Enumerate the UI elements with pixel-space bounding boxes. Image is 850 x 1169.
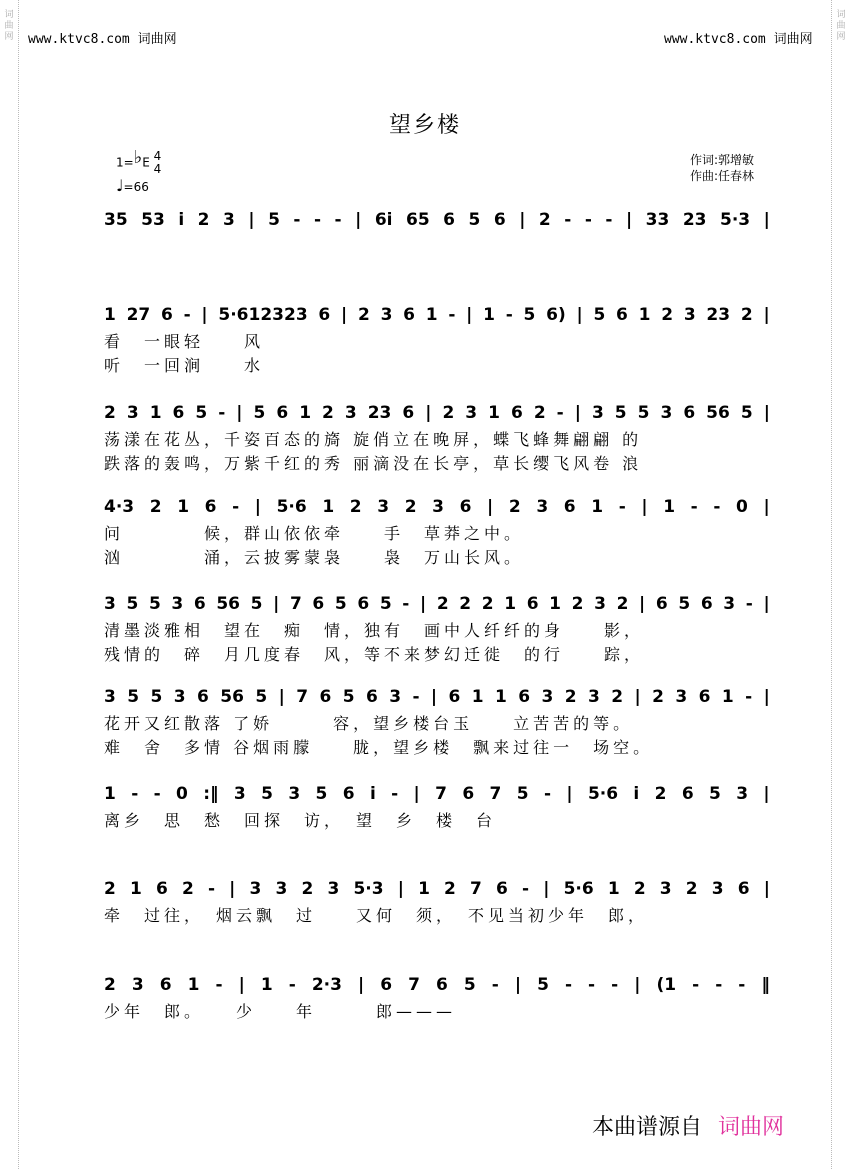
note: -: [543, 784, 551, 804]
note: -: [692, 975, 700, 995]
note: 1: [471, 687, 484, 707]
note: 5: [148, 594, 161, 614]
notation-text: [104, 589, 770, 619]
note: 6: [698, 687, 711, 707]
note: 5: [516, 784, 529, 804]
note: -: [564, 975, 572, 995]
note: 2: [740, 305, 753, 325]
lyric-line: 问 候，群山依依牵 手 草莽之中。: [104, 524, 525, 543]
note: 4·3: [104, 497, 135, 517]
barline: |: [574, 403, 581, 423]
credits: [690, 152, 754, 184]
barline: |: [487, 497, 494, 517]
note: 5·6: [587, 784, 619, 804]
note: 5·6: [276, 497, 307, 517]
note: 27: [126, 305, 151, 325]
note: 6: [402, 403, 415, 423]
note: -: [207, 879, 215, 899]
note: 6: [155, 879, 168, 899]
note: 6: [459, 497, 472, 517]
note: 3: [275, 879, 288, 899]
note: -: [412, 687, 420, 707]
note: 6: [655, 594, 668, 614]
key-signature: 1=♭E 4 4: [116, 146, 162, 176]
note: 1: [260, 975, 273, 995]
note: 7: [470, 879, 482, 899]
note: -: [153, 784, 161, 804]
note: 1: [104, 305, 116, 325]
barline: |: [201, 305, 208, 325]
note: 3: [126, 403, 139, 423]
note: 3: [465, 403, 478, 423]
barline: |: [763, 687, 770, 707]
note: 5: [150, 687, 163, 707]
note: 5: [678, 594, 691, 614]
note: 23: [682, 210, 707, 230]
note: 6: [563, 497, 576, 517]
note: 2: [616, 594, 629, 614]
brand-name: 词曲网: [718, 1115, 785, 1140]
note: 1: [638, 305, 651, 325]
note: 3: [588, 687, 600, 707]
note: 6: [496, 879, 508, 899]
note: 5: [593, 305, 606, 325]
notation-text: [104, 205, 770, 235]
note: 1: [187, 975, 200, 995]
note: 3: [223, 210, 235, 230]
note: 6: [737, 879, 750, 899]
lyric-line: 汹 涌，云披雾蒙袅 袅 万山长风。: [104, 548, 525, 567]
barline: |: [763, 594, 770, 614]
lyric-line: 荡漾在花丛，千姿百态的旖 旋俏立在晚屏，蝶飞蜂舞翩翩 的: [104, 430, 643, 449]
note: 3: [659, 879, 672, 899]
note: 53: [141, 210, 165, 230]
note: -: [745, 594, 753, 614]
barline: |: [763, 784, 770, 804]
note: 2: [685, 879, 698, 899]
note: 3: [288, 784, 301, 804]
note: -: [715, 975, 723, 995]
note: 6: [172, 403, 185, 423]
note: 2: [436, 594, 449, 614]
note: 5: [523, 305, 536, 325]
barline: |: [519, 210, 526, 230]
notation-text: [104, 874, 770, 904]
notation-line: [104, 492, 770, 522]
note: -: [522, 879, 530, 899]
notation-text: [104, 398, 770, 428]
time-signature: 4 4: [153, 149, 162, 176]
note: 6: [493, 210, 506, 230]
barline: |: [355, 210, 362, 230]
note: 3: [233, 784, 246, 804]
note: 6: [448, 687, 461, 707]
note: -: [131, 784, 139, 804]
barline: |: [641, 497, 648, 517]
note: 7: [296, 687, 309, 707]
barline: |: [425, 403, 432, 423]
lyric-line: 花开又红散落 了娇 容，望乡楼台玉 立苦苦的等。: [104, 714, 634, 733]
lyric-line: 离乡 思 愁 回探 访， 望 乡 楼 台: [104, 811, 497, 830]
note: 2: [181, 879, 194, 899]
note: 1: [322, 497, 335, 517]
note: 6: [616, 305, 628, 325]
note: 5·3: [720, 210, 751, 230]
barline: ‖: [761, 975, 770, 995]
note: 6: [435, 975, 448, 995]
note: i: [178, 210, 185, 230]
note: 6: [526, 594, 539, 614]
barline: |: [576, 305, 583, 325]
barline: |: [248, 210, 255, 230]
note: 5: [253, 403, 266, 423]
note: 3: [711, 879, 724, 899]
barline: |: [236, 403, 243, 423]
note: 5: [709, 784, 721, 804]
note: 5: [268, 210, 280, 230]
note: 1: [721, 687, 734, 707]
notation-line: [104, 300, 770, 330]
note: 2: [404, 497, 417, 517]
note: 2: [652, 687, 665, 707]
note: -: [611, 975, 619, 995]
note: 3: [249, 879, 262, 899]
lyric-line: 牵 过往， 烟云飘 过 又何 须， 不见当初少年 郎，: [104, 906, 649, 925]
note: 2: [564, 687, 577, 707]
note: 3: [536, 497, 549, 517]
note: 3: [171, 594, 184, 614]
note: -: [556, 403, 564, 423]
note: 6: [443, 210, 455, 230]
note: -: [402, 594, 410, 614]
note: 5·612323: [218, 305, 308, 325]
barline: :‖: [203, 784, 219, 804]
notation-line: [104, 589, 770, 619]
note: 2: [301, 879, 314, 899]
note: -: [218, 403, 226, 423]
barline: |: [566, 784, 573, 804]
note: -: [745, 687, 753, 707]
note: 1: [177, 497, 190, 517]
note: 1: [149, 403, 162, 423]
site-url-right: www.ktvc8.com 词曲网: [664, 32, 813, 47]
note: 3: [723, 594, 736, 614]
notation-line: [104, 205, 770, 235]
notation-text: [104, 779, 770, 809]
note: -: [738, 975, 746, 995]
notation-line: [104, 682, 770, 712]
note: 5: [537, 975, 549, 995]
note: 6: [510, 403, 523, 423]
barline: |: [763, 497, 770, 517]
note: 2: [442, 403, 455, 423]
lyric-line: 残情的 碎 月几度春 风，等不来梦幻迁徙 的行 踪，: [104, 645, 645, 664]
note: 2: [533, 403, 546, 423]
note: 5: [468, 210, 481, 230]
left-edge-watermark: 词 曲 网: [4, 10, 14, 42]
note: 5: [250, 594, 263, 614]
notation-line: [104, 779, 770, 809]
note: 3: [327, 879, 340, 899]
note: 5: [463, 975, 476, 995]
note: 6: [518, 687, 531, 707]
barline: |: [763, 210, 770, 230]
note: 6: [681, 784, 694, 804]
note: -: [588, 975, 596, 995]
note: 5: [342, 687, 355, 707]
lyricist: 作词:郭增敏: [690, 153, 755, 167]
note: 1: [591, 497, 604, 517]
note: 3: [675, 687, 688, 707]
note: 3: [173, 687, 186, 707]
note: 3: [389, 687, 402, 707]
note: 5·3: [353, 879, 384, 899]
note: 3: [380, 305, 393, 325]
note: 3: [683, 305, 696, 325]
notation-text: [104, 682, 770, 712]
note: 1: [504, 594, 517, 614]
note: 3: [104, 687, 116, 707]
note: 23: [367, 403, 392, 423]
barline: |: [254, 497, 261, 517]
note: 56: [706, 403, 730, 423]
note: 5: [379, 594, 392, 614]
barline: |: [229, 879, 236, 899]
note: 1: [495, 687, 507, 707]
right-edge-watermark: 词 曲 网: [836, 10, 846, 42]
note: -: [293, 210, 301, 230]
note: 3: [104, 594, 116, 614]
note: 6: [462, 784, 475, 804]
note: 6: [403, 305, 415, 325]
note: 2: [197, 210, 210, 230]
note: 56: [220, 687, 244, 707]
note: 2: [104, 975, 116, 995]
barline: |: [278, 687, 285, 707]
note: 2: [481, 594, 494, 614]
note: 2: [633, 879, 646, 899]
site-url-left: www.ktvc8.com 词曲网: [28, 32, 177, 47]
barline: |: [419, 594, 427, 614]
note: -: [448, 305, 456, 325]
lyric-line: 少年 郎。 少 年 郎———: [104, 1002, 457, 1021]
lyric-line: 听 一回涧 水: [104, 356, 265, 375]
note: 2: [459, 594, 472, 614]
note: 2: [322, 403, 334, 423]
note: 2: [444, 879, 456, 899]
note: 6: [380, 975, 393, 995]
note: 6: [365, 687, 378, 707]
barline: |: [397, 879, 404, 899]
note: 1: [549, 594, 562, 614]
note: 3: [131, 975, 144, 995]
note: 6: [700, 594, 713, 614]
note: -: [491, 975, 499, 995]
barline: |: [543, 879, 550, 899]
barline: |: [514, 975, 522, 995]
barline: |: [634, 687, 641, 707]
note: -: [690, 497, 698, 517]
barline: |: [413, 784, 420, 804]
note: 6: [276, 403, 289, 423]
note: -: [564, 210, 572, 230]
note: 5: [127, 687, 140, 707]
note: 7: [435, 784, 447, 804]
tempo-marking: ♩=66: [116, 176, 149, 195]
note: 7: [408, 975, 420, 995]
note: 3: [377, 497, 390, 517]
note: 2: [654, 784, 667, 804]
note: 7: [489, 784, 502, 804]
note: 3: [432, 497, 444, 517]
barline: |: [639, 594, 646, 614]
note: 3: [736, 784, 749, 804]
note: i: [633, 784, 640, 804]
note: 5: [126, 594, 139, 614]
barline: |: [763, 879, 770, 899]
note: 3: [591, 403, 604, 423]
note: 1: [483, 305, 495, 325]
lyric-line: 看 一眼轻 风: [104, 332, 265, 351]
notation-text: [104, 492, 770, 522]
note: 6: [319, 687, 332, 707]
notation-line: [104, 970, 770, 1000]
note: 5: [195, 403, 208, 423]
note: 2: [661, 305, 674, 325]
note: 7: [289, 594, 302, 614]
note: 23: [706, 305, 731, 325]
note: (1: [656, 975, 677, 995]
note: 5: [614, 403, 627, 423]
note: 6: [342, 784, 355, 804]
note: 1: [299, 403, 312, 423]
note: -: [605, 210, 613, 230]
note: 5: [334, 594, 347, 614]
note: -: [505, 305, 513, 325]
note: 1: [418, 879, 430, 899]
note: 2: [508, 497, 521, 517]
barline: |: [341, 305, 348, 325]
note: -: [391, 784, 399, 804]
right-margin-strip: [831, 0, 850, 1169]
barline: |: [273, 594, 280, 614]
notation-line: [104, 874, 770, 904]
notation-line: [104, 398, 770, 428]
note: 6: [159, 975, 172, 995]
note: 2: [349, 497, 362, 517]
note: -: [288, 975, 296, 995]
note: -: [584, 210, 592, 230]
note: 1: [607, 879, 620, 899]
barline: |: [238, 975, 245, 995]
barline: |: [625, 210, 633, 230]
note: 6: [312, 594, 325, 614]
note: 2·3: [311, 975, 342, 995]
composer: 作曲:任春林: [690, 169, 755, 183]
note: 6): [546, 305, 566, 325]
note: i: [369, 784, 376, 804]
note: -: [618, 497, 626, 517]
note: 5: [261, 784, 273, 804]
note: 2: [571, 594, 584, 614]
note: 6: [683, 403, 696, 423]
note: 5: [315, 784, 328, 804]
lyric-line: 跌落的轰鸣，万紫千红的秀 丽滴没在长亭，草长缨飞风卷 浪: [104, 454, 643, 473]
note: 6: [193, 594, 206, 614]
barline: |: [430, 687, 438, 707]
note: 33: [645, 210, 670, 230]
note: 6i: [374, 210, 393, 230]
notation-text: [104, 300, 770, 330]
note: 1: [488, 403, 500, 423]
note: -: [232, 497, 240, 517]
note: 1: [104, 784, 116, 804]
notation-text: [104, 970, 770, 1000]
note: -: [313, 210, 322, 230]
barline: |: [763, 403, 770, 423]
note: 2: [104, 403, 116, 423]
note: 1: [425, 305, 438, 325]
barline: |: [763, 305, 770, 325]
note: 3: [594, 594, 606, 614]
barline: |: [357, 975, 365, 995]
lyric-line: 难 舍 多情 谷烟雨朦 胧，望乡楼 飘来过往一 场空。: [104, 738, 654, 757]
note: -: [215, 975, 223, 995]
note: 6: [197, 687, 209, 707]
note: 1: [129, 879, 142, 899]
song-title: 望乡楼: [388, 113, 461, 138]
note: 35: [104, 210, 128, 230]
barline: |: [466, 305, 473, 325]
barline: |: [634, 975, 641, 995]
note: 0: [735, 497, 748, 517]
note: -: [713, 497, 721, 517]
note: 2: [611, 687, 624, 707]
note: 5: [637, 403, 650, 423]
note: 3: [541, 687, 554, 707]
note: 5·6: [563, 879, 594, 899]
note: 3: [660, 403, 673, 423]
note: 6: [357, 594, 370, 614]
note: 6: [318, 305, 331, 325]
note: 6: [204, 497, 217, 517]
note: 6: [161, 305, 173, 325]
note: 2: [149, 497, 162, 517]
note: 5: [740, 403, 753, 423]
source-footer: 本曲谱源自 词曲网: [592, 1115, 785, 1140]
note: -: [334, 210, 342, 230]
left-margin-strip: [0, 0, 19, 1169]
note: 2: [357, 305, 370, 325]
note: 2: [538, 210, 551, 230]
lyric-line: 清墨淡雅相 望在 痴 情，独有 画中人纤纤的身 影，: [104, 621, 645, 640]
note: 0: [176, 784, 188, 804]
note: 2: [104, 879, 116, 899]
note: -: [183, 305, 191, 325]
note: 56: [216, 594, 241, 614]
note: 5: [255, 687, 268, 707]
note: 3: [344, 403, 357, 423]
note: 65: [405, 210, 430, 230]
note: 1: [663, 497, 676, 517]
